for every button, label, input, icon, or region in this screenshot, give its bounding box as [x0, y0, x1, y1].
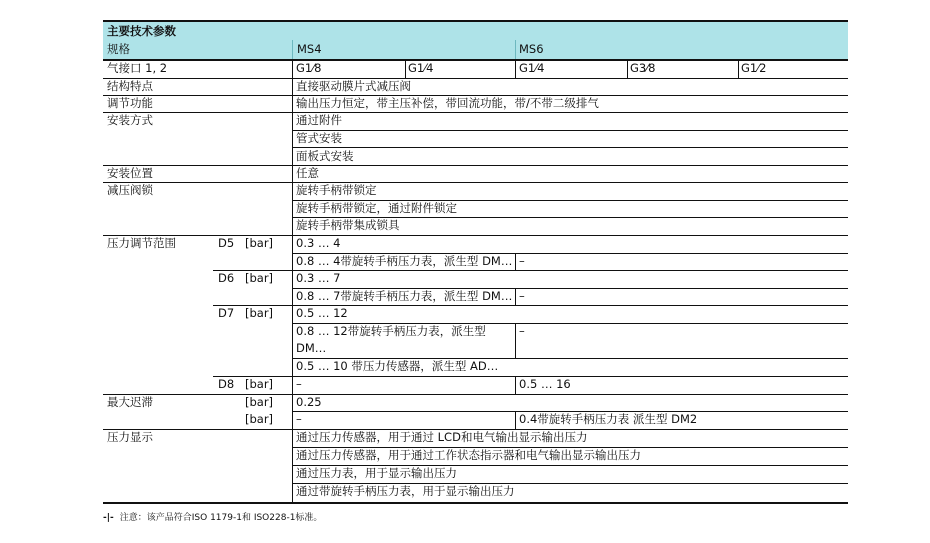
display-value-3: 通过压力表，用于显示输出压力 — [296, 466, 457, 480]
range-d7: D7 — [218, 306, 235, 320]
hysteresis-label: 最大迟滞 — [107, 395, 153, 409]
hysteresis-value-1: 0.25 — [296, 395, 322, 409]
lock-label: 减压阀锁 — [107, 183, 153, 197]
range-d5-value-2: 0.8 … 4带旋转手柄压力表，派生型 DM… — [296, 254, 513, 268]
mounting-value-1: 通过附件 — [296, 113, 342, 127]
range-d7-value-2a: 0.8 … 12带旋转手柄压力表，派生型 — [296, 324, 486, 338]
adjust-value: 输出压力恒定，带主压补偿，带回流功能，带/不带二级排气 — [296, 96, 599, 110]
port-ms6-g38: G3⁄8 — [630, 61, 656, 75]
table-body — [103, 60, 848, 504]
range-d7-value-3: 0.5 … 10 带压力传感器，派生型 AD… — [296, 359, 499, 373]
spec-table — [103, 20, 848, 504]
range-d5-value-1: 0.3 … 4 — [296, 236, 341, 250]
range-d6-value-1: 0.3 … 7 — [296, 271, 341, 285]
range-d8-value-ms4: – — [296, 377, 302, 391]
display-value-1: 通过压力传感器，用于通过 LCD和电气输出显示输出压力 — [296, 430, 588, 444]
hysteresis-value-2-ms6: 0.4带旋转手柄压力表 派生型 DM2 — [519, 412, 698, 426]
range-d5-unit: [bar] — [245, 236, 274, 250]
port-label: 气接口 1, 2 — [107, 61, 168, 75]
range-d7-value-1: 0.5 … 12 — [296, 306, 348, 320]
note-text: 注意：该产品符合ISO 1179-1和 ISO228-1标准。 — [119, 513, 323, 523]
display-value-4: 通过带旋转手柄压力表，用于显示输出压力 — [296, 484, 515, 498]
range-d6: D6 — [218, 271, 235, 285]
header-ms4: MS4 — [297, 42, 322, 56]
lock-value-1: 旋转手柄带锁定 — [296, 183, 377, 197]
port-ms4-g18: G1⁄8 — [296, 61, 322, 75]
hysteresis-unit-2: [bar] — [245, 412, 274, 426]
hysteresis-value-2-ms4: – — [296, 412, 302, 426]
range-d8: D8 — [218, 377, 235, 391]
adjust-label: 调节功能 — [107, 96, 153, 110]
display-label: 压力显示 — [107, 430, 153, 444]
range-d7-value-2-ms6: – — [519, 324, 525, 338]
lock-value-2: 旋转手柄带锁定，通过附件锁定 — [296, 201, 457, 215]
footnote — [103, 512, 322, 524]
hysteresis-unit-1: [bar] — [245, 395, 274, 409]
position-value: 任意 — [296, 166, 319, 180]
range-d7-value-2b: DM… — [296, 341, 327, 355]
range-d6-value-2-ms6: – — [519, 289, 525, 303]
port-ms6-g12: G1⁄2 — [741, 61, 767, 75]
range-d6-unit: [bar] — [245, 271, 274, 285]
position-label: 安装位置 — [107, 166, 153, 180]
range-d8-value-ms6: 0.5 … 16 — [519, 377, 571, 391]
lock-value-3: 旋转手柄带集成锁具 — [296, 218, 400, 232]
range-d5-value-2-ms6: – — [519, 254, 525, 268]
table-title: 主要技术参数 — [103, 20, 848, 40]
header-ms6: MS6 — [519, 42, 544, 56]
range-d5: D5 — [218, 236, 235, 250]
mounting-label: 安装方式 — [107, 113, 153, 127]
header-spec-label: 规格 — [107, 42, 130, 56]
port-ms4-g14: G1⁄4 — [408, 61, 434, 75]
table-header-row — [103, 40, 848, 60]
port-ms6-g14: G1⁄4 — [519, 61, 545, 75]
range-d6-value-2: 0.8 … 7带旋转手柄压力表，派生型 DM… — [296, 289, 513, 303]
note-marker-icon: -|- — [103, 513, 114, 523]
range-label: 压力调节范围 — [107, 236, 176, 250]
display-value-2: 通过压力传感器，用于通过工作状态指示器和电气输出显示输出压力 — [296, 448, 641, 462]
structure-value: 直接驱动膜片式减压阀 — [296, 79, 411, 93]
range-d8-unit: [bar] — [245, 377, 274, 391]
mounting-value-2: 管式安装 — [296, 131, 342, 145]
range-d7-unit: [bar] — [245, 306, 274, 320]
mounting-value-3: 面板式安装 — [296, 149, 354, 163]
structure-label: 结构特点 — [107, 79, 153, 93]
